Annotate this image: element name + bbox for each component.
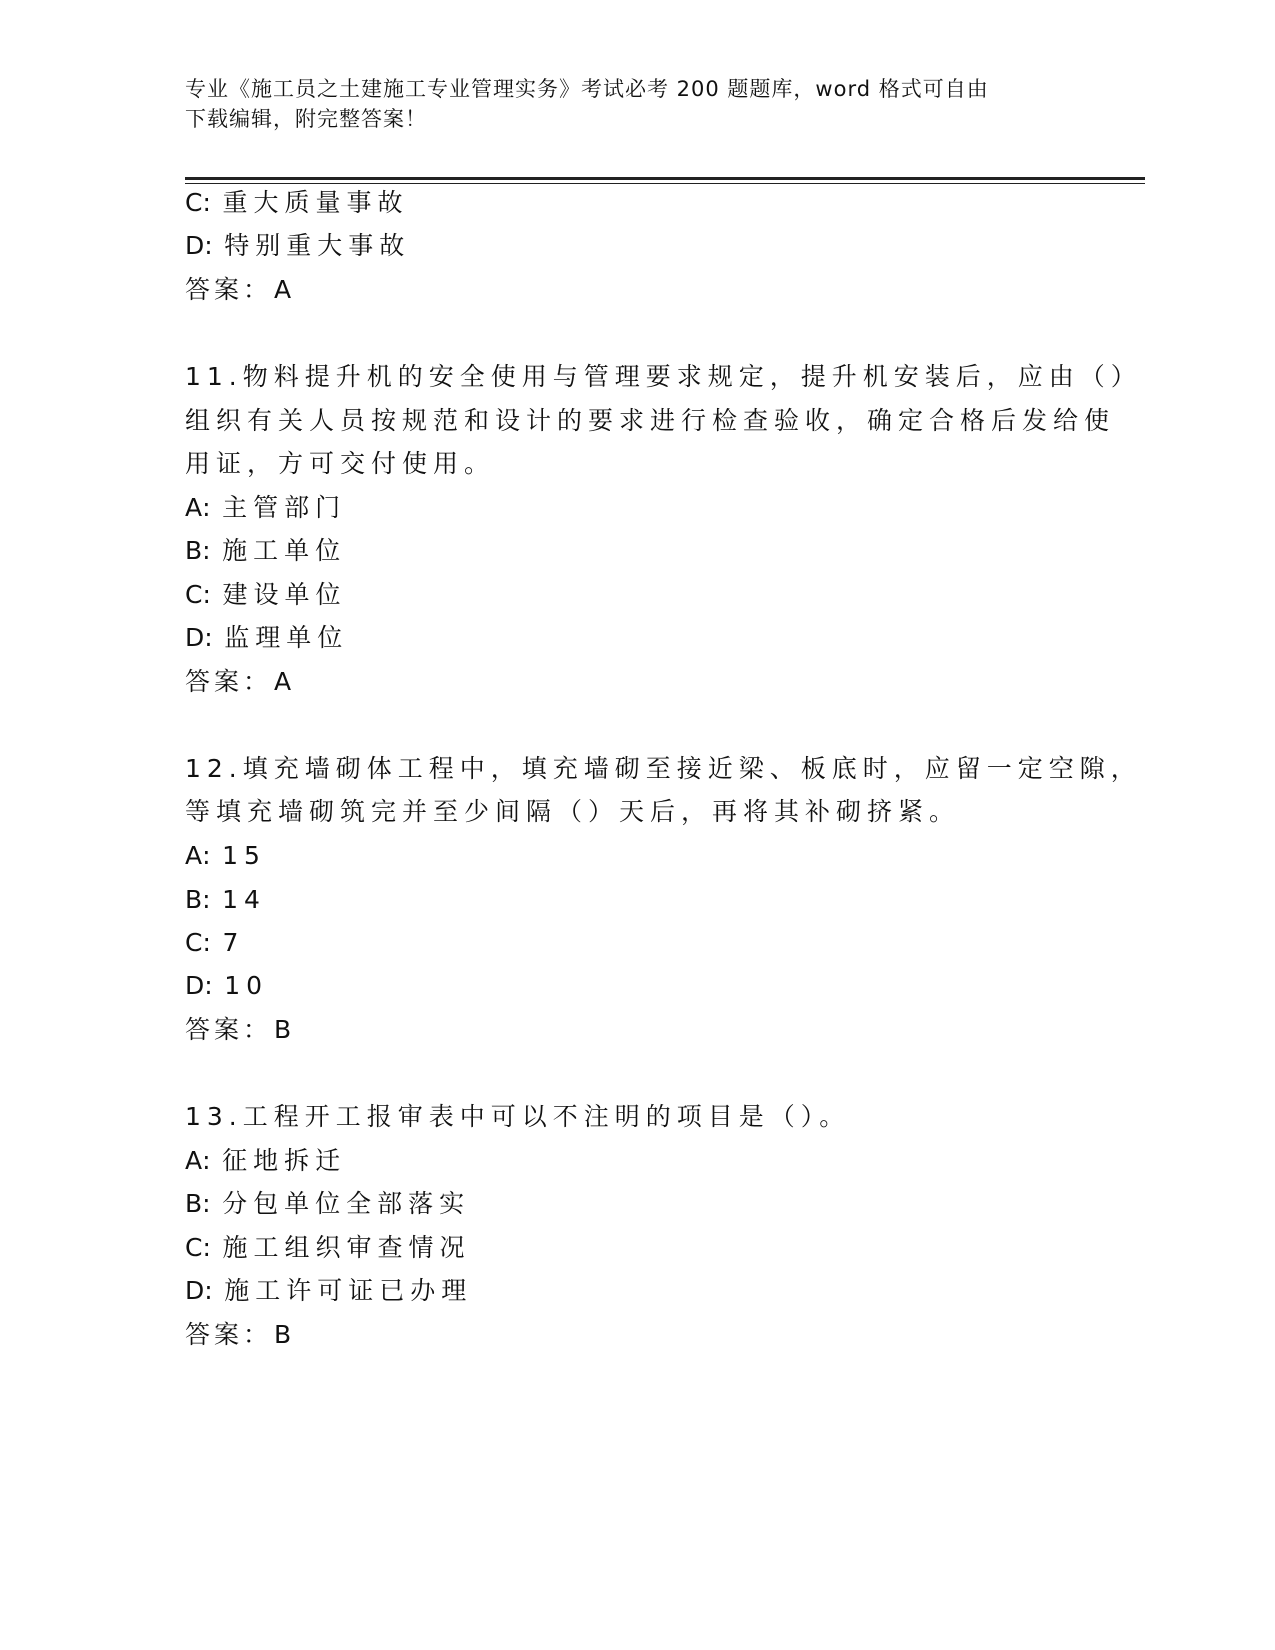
question-11-option-d: D: 监理单位: [185, 623, 349, 652]
question-11-text-line-1: 11.物料提升机的安全使用与管理要求规定，提升机安装后，应由（）: [185, 362, 1142, 391]
answer-line: 答案：A: [185, 275, 292, 304]
document-header: [185, 74, 1065, 134]
question-11-text-line-3: 用证，方可交付使用。: [185, 449, 496, 478]
option-d: D: 特别重大事故: [185, 231, 411, 260]
question-11-answer: 答案：A: [185, 667, 292, 696]
question-13-option-a: A: 征地拆迁: [185, 1146, 347, 1175]
question-11-option-b: B: 施工单位: [185, 536, 347, 565]
question-13-text-line-1: 13.工程开工报审表中可以不注明的项目是（）。: [185, 1102, 851, 1131]
option-c: C: 重大质量事故: [185, 188, 409, 217]
question-11-option-c: C: 建设单位: [185, 580, 347, 609]
question-13-option-c: C: 施工组织审查情况: [185, 1233, 471, 1262]
question-12-answer: 答案：B: [185, 1015, 292, 1044]
header-title-line-1: 专业《施工员之土建施工专业管理实务》考试必考 200 题题库，word 格式可自由: [185, 77, 989, 101]
question-13-option-d: D: 施工许可证已办理: [185, 1276, 473, 1305]
question-12-text-line-2: 等填充墙砌筑完并至少间隔（）天后，再将其补砌挤紧。: [185, 797, 961, 826]
question-12-option-d: D: 10: [185, 971, 269, 1000]
question-11-option-a: A: 主管部门: [185, 493, 347, 522]
question-12-option-a: A: 15: [185, 841, 266, 870]
header-title-line-2: 下载编辑，附完整答案！: [185, 107, 427, 131]
question-11-text-line-2: 组织有关人员按规范和设计的要求进行检查验收，确定合格后发给使: [185, 406, 1116, 435]
question-12-option-b: B: 14: [185, 885, 266, 914]
question-13-answer: 答案：B: [185, 1320, 292, 1349]
question-12-option-c: C: 7: [185, 928, 245, 957]
question-12-text-line-1: 12.填充墙砌体工程中，填充墙砌至接近梁、板底时，应留一定空隙，: [185, 754, 1142, 783]
question-13-option-b: B: 分包单位全部落实: [185, 1189, 471, 1218]
